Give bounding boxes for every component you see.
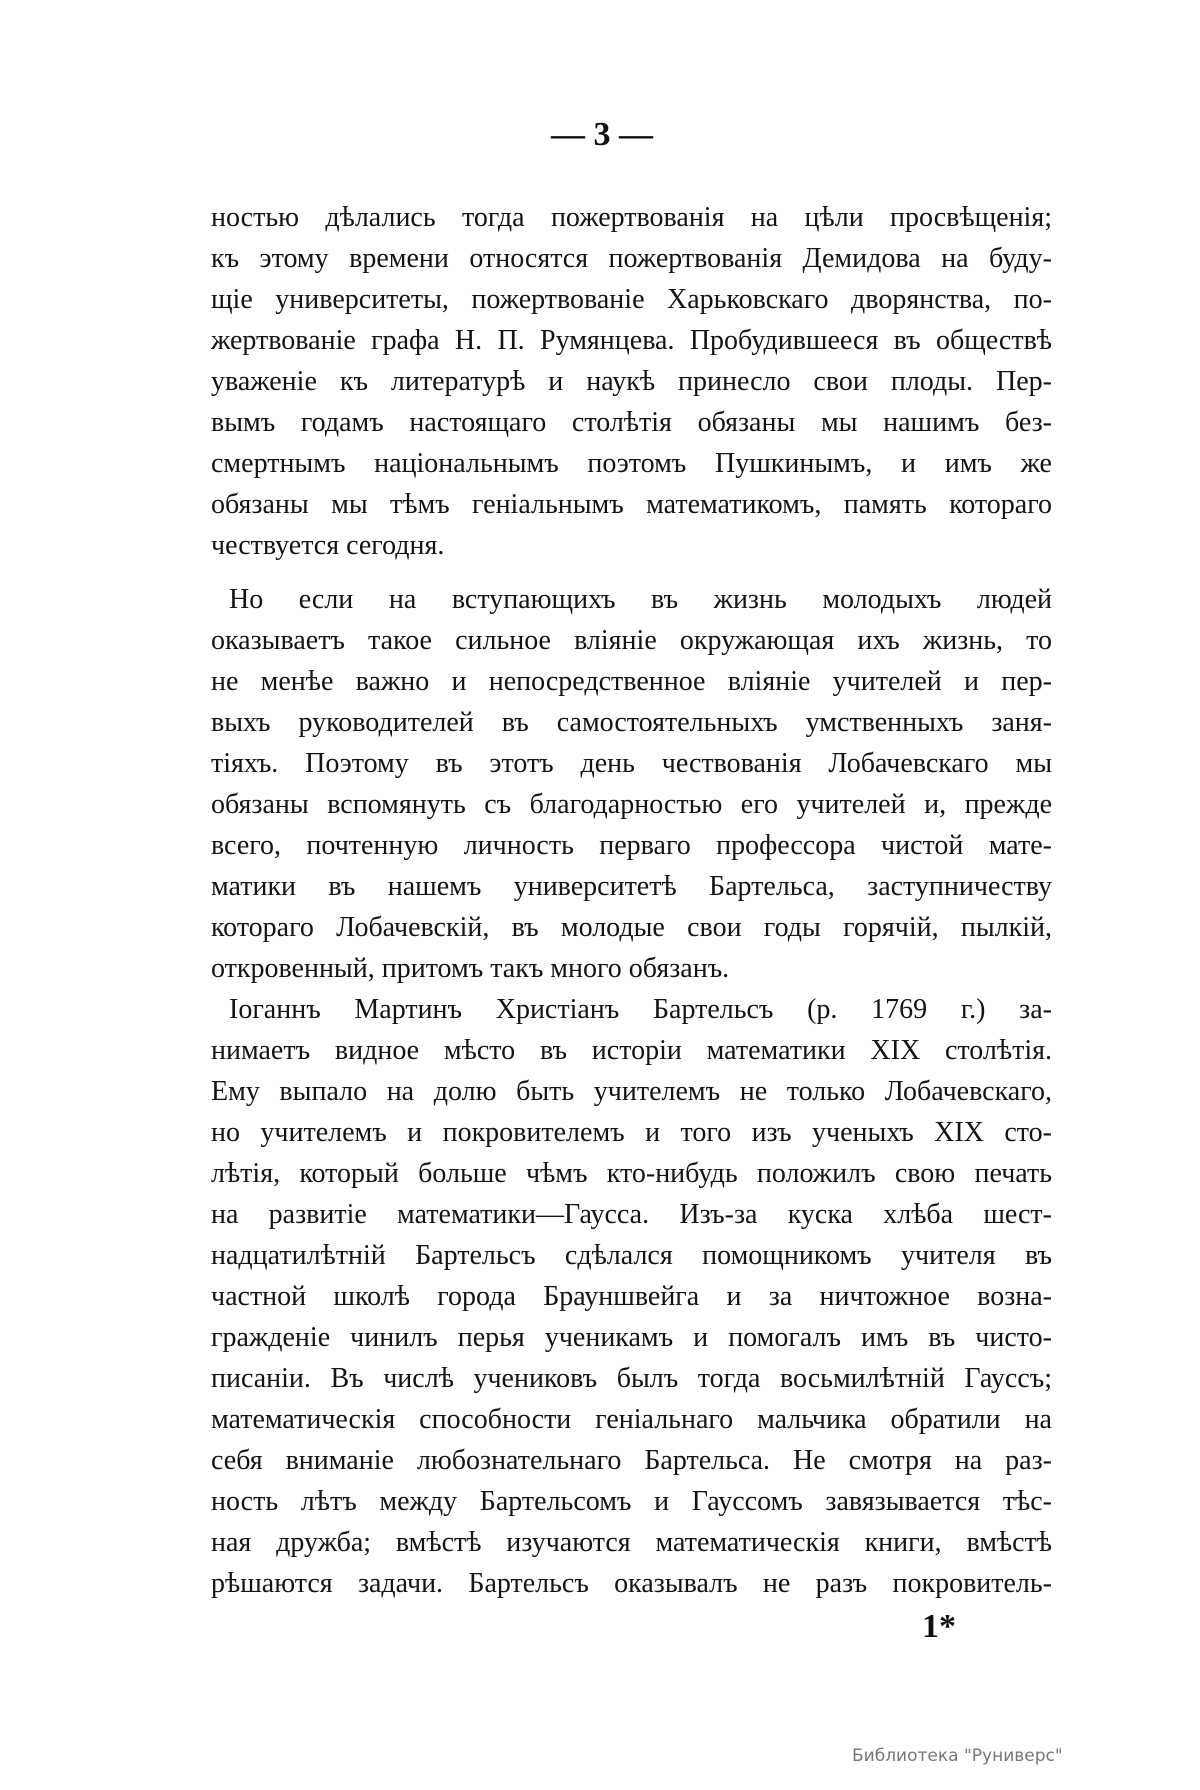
text-line: выхъ руководителей въ самостоятельныхъ умственныхъ заня-	[211, 707, 1052, 738]
text-line: уваженіе къ литературѣ и наукѣ принесло свои плоды. Пер-	[211, 366, 1052, 397]
text-line: оказываетъ такое сильное вліяніе окружающая ихъ жизнь, то	[211, 625, 1052, 656]
text-line: надцатилѣтній Бартельсъ сдѣлался помощникомъ учителя въ	[211, 1240, 1052, 1271]
library-credit: Библиотека "Руниверс"	[852, 1746, 1063, 1766]
text-line: всего, почтенную личность перваго профессора чистой мате-	[211, 830, 1052, 861]
text-line: гражденіе чинилъ перья ученикамъ и помогалъ имъ въ чисто-	[211, 1322, 1052, 1353]
paragraph	[211, 579, 1052, 989]
text-line: себя вниманіе любознательнаго Бартельса. Не смотря на раз-	[211, 1445, 1052, 1476]
paragraph	[211, 197, 1052, 566]
text-line: обязаны вспомянуть съ благодарностью его учителей и, прежде	[211, 789, 1052, 820]
text-line: матики въ нашемъ университетѣ Бартельса, заступничеству	[211, 871, 1052, 902]
page-number: — 3 —	[551, 116, 653, 153]
text-line: Но если на вступающихъ въ жизнь молодыхъ людей	[229, 584, 1052, 615]
text-line: ностью дѣлались тогда пожертвованія на цѣли просвѣщенія;	[211, 202, 1052, 233]
paragraph	[211, 989, 1052, 1604]
text-line: на развитіе математики—Гаусса. Изъ-за куска хлѣба шест-	[211, 1199, 1052, 1230]
text-line: рѣшаются задачи. Бартельсъ оказывалъ не разъ покровитель-	[211, 1568, 1052, 1599]
text-line: котораго Лобачевскій, въ молодые свои годы горячій, пылкій,	[211, 912, 1052, 943]
text-line: чествуется сегодня.	[211, 530, 445, 561]
text-line: къ этому времени относятся пожертвованія Демидова на буду-	[211, 243, 1052, 274]
text-line: не менѣе важно и непосредственное вліяніе учителей и пер-	[211, 666, 1052, 697]
text-line: вымъ годамъ настоящаго столѣтія обязаны мы нашимъ без-	[211, 407, 1052, 438]
text-line: ность лѣтъ между Бартельсомъ и Гауссомъ завязывается тѣс-	[211, 1486, 1052, 1517]
text-line: Іоганнъ Мартинъ Христіанъ Бартельсъ (р. 1769 г.) за-	[229, 994, 1052, 1025]
text-line: смертнымъ національнымъ поэтомъ Пушкинымъ, и имъ же	[211, 448, 1052, 479]
text-line: частной школѣ города Брауншвейга и за ничтожное возна-	[211, 1281, 1052, 1312]
text-line: лѣтія, который больше чѣмъ кто-нибудь положилъ свою печать	[211, 1158, 1052, 1189]
text-line: жертвованіе графа Н. П. Румянцева. Пробудившееся въ обществѣ	[211, 325, 1052, 356]
text-line: щіе университеты, пожертвованіе Харьковскаго дворянства, по-	[211, 284, 1052, 315]
text-line: обязаны мы тѣмъ геніальнымъ математикомъ, память котораго	[211, 489, 1052, 520]
text-line: нимаетъ видное мѣсто въ исторіи математики XIX столѣтія.	[211, 1035, 1052, 1066]
body-text	[211, 197, 1052, 1604]
text-line: писаніи. Въ числѣ учениковъ былъ тогда восьмилѣтній Гауссъ;	[211, 1363, 1052, 1394]
text-line: но учителемъ и покровителемъ и того изъ ученыхъ XIX сто-	[211, 1117, 1052, 1148]
text-line: математическія способности геніальнаго мальчика обратили на	[211, 1404, 1052, 1435]
text-line: тіяхъ. Поэтому въ этотъ день чествованія Лобачевскаго мы	[211, 748, 1052, 779]
text-line: Ему выпало на долю быть учителемъ не только Лобачевскаго,	[211, 1076, 1052, 1107]
text-line: ная дружба; вмѣстѣ изучаются математическія книги, вмѣстѣ	[211, 1527, 1052, 1558]
text-line: откровенный, притомъ такъ много обязанъ.	[211, 953, 730, 984]
signature-mark: 1*	[922, 1608, 956, 1645]
